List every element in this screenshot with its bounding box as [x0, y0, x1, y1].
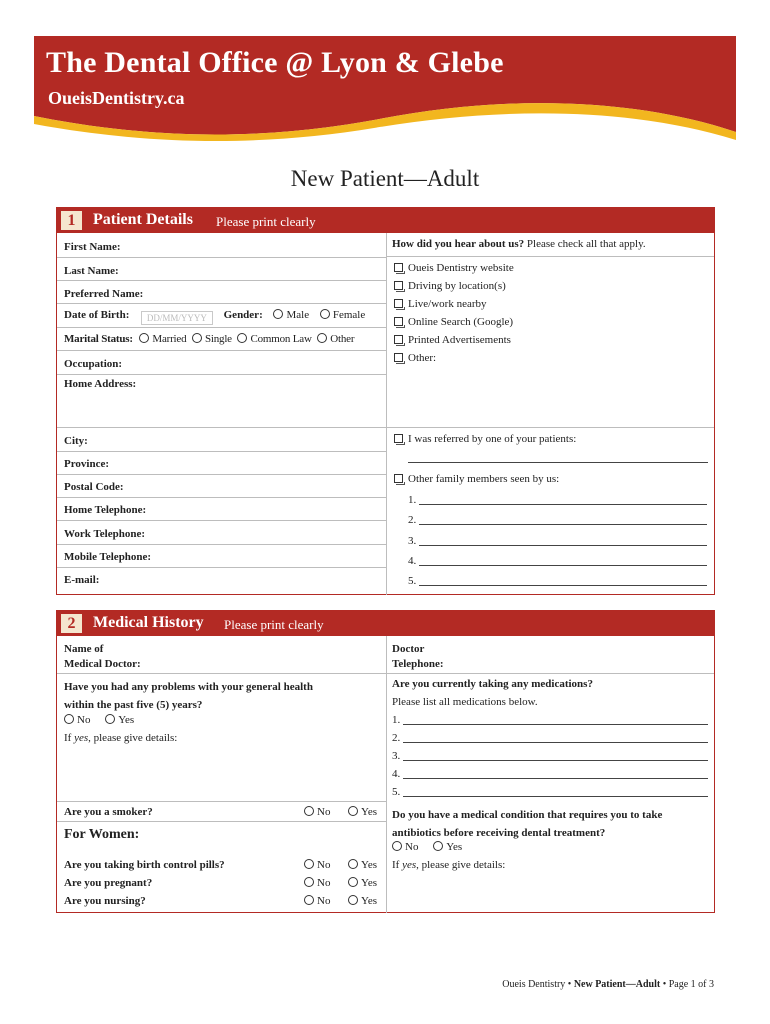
divider	[57, 544, 386, 545]
patient-details-section	[56, 207, 715, 595]
nursing-no-option[interactable]: No	[304, 895, 330, 907]
gender-female-option[interactable]: Female	[320, 309, 365, 321]
radio-icon	[273, 309, 283, 319]
dob-label: Date of Birth:	[64, 309, 130, 321]
occupation-field[interactable]: Occupation:	[64, 358, 123, 370]
medication-line[interactable]: 2.	[392, 732, 708, 744]
marital-other-option[interactable]: Other	[317, 333, 354, 345]
family-member-line[interactable]: 4.	[408, 555, 707, 567]
radio-icon	[392, 841, 402, 851]
antibiotics-question: Do you have a medical condition that requires you to take antibiotics before receiving dental treatment?	[392, 809, 663, 839]
divider	[57, 451, 386, 452]
province-field[interactable]: Province:	[64, 458, 110, 470]
divider	[57, 374, 386, 375]
form-title: New Patient—Adult	[290, 166, 480, 191]
medical-history-section	[56, 610, 715, 913]
checkbox-icon	[394, 299, 403, 308]
radio-icon	[348, 895, 358, 905]
referred-by-patient-option[interactable]: I was referred by one of your patients:	[394, 433, 576, 445]
pregnant-no-option[interactable]: No	[304, 877, 330, 889]
smoker-yes-option[interactable]: Yes	[348, 806, 377, 818]
radio-icon	[304, 877, 314, 887]
divider	[57, 520, 386, 521]
email-field[interactable]: E-mail:	[64, 574, 100, 586]
hear-option-online-search[interactable]: Online Search (Google)	[394, 316, 513, 328]
doctor-telephone-field[interactable]: Doctor Telephone:	[392, 643, 444, 670]
radio-icon	[348, 877, 358, 887]
hear-option-driving[interactable]: Driving by location(s)	[394, 280, 506, 292]
radio-icon	[320, 309, 330, 319]
health-yes-option[interactable]: Yes	[105, 714, 134, 726]
birth-control-no-option[interactable]: No	[304, 859, 330, 871]
antibiotics-yes-option[interactable]: Yes	[433, 841, 462, 853]
footer-brand: Oueis Dentistry	[502, 979, 566, 990]
gender-male-option[interactable]: Male	[273, 309, 309, 321]
hear-option-other[interactable]: Other:	[394, 352, 436, 364]
marital-common-law-option[interactable]: Common Law	[237, 333, 311, 345]
pregnant-question: Are you pregnant?	[64, 877, 153, 889]
page-footer: Oueis Dentistry • New Patient—Adult • Page 1 of 3	[502, 979, 714, 990]
medication-line[interactable]: 3.	[392, 750, 708, 762]
health-no-option[interactable]: No	[64, 714, 90, 726]
dob-gender-row	[64, 309, 386, 325]
medication-line[interactable]: 5.	[392, 786, 708, 798]
medication-line[interactable]: 1.	[392, 714, 708, 726]
divider	[57, 257, 386, 258]
checkbox-icon	[394, 263, 403, 272]
divider	[386, 256, 714, 257]
office-title: The Dental Office @ Lyon & Glebe	[46, 46, 504, 79]
checkbox-icon	[394, 281, 403, 290]
medical-doctor-field[interactable]: Name of Medical Doctor:	[64, 643, 141, 670]
divider	[57, 350, 386, 351]
pregnant-yes-option[interactable]: Yes	[348, 877, 377, 889]
first-name-field[interactable]: First Name:	[64, 241, 121, 253]
divider	[57, 673, 714, 674]
marital-married-option[interactable]: Married	[139, 333, 186, 345]
gender-label: Gender:	[223, 309, 263, 321]
home-address-field[interactable]: Home Address:	[64, 378, 137, 390]
checkbox-icon	[394, 317, 403, 326]
radio-icon	[348, 806, 358, 816]
section-number: 2	[61, 614, 82, 633]
divider	[57, 821, 386, 822]
radio-icon	[64, 714, 74, 724]
family-members-option[interactable]: Other family members seen by us:	[394, 473, 559, 485]
hear-option-nearby[interactable]: Live/work nearby	[394, 298, 487, 310]
health-problems-question: Have you had any problems with your general health within the past five (5) years?	[64, 681, 313, 711]
divider	[57, 280, 386, 281]
last-name-field[interactable]: Last Name:	[64, 265, 119, 277]
marital-label: Marital Status:	[64, 333, 133, 345]
nursing-question: Are you nursing?	[64, 895, 146, 907]
mobile-telephone-field[interactable]: Mobile Telephone:	[64, 551, 152, 563]
hear-about-us-question: How did you hear about us? Please check all that apply.	[392, 238, 646, 250]
radio-icon	[433, 841, 443, 851]
city-field[interactable]: City:	[64, 435, 88, 447]
for-women-heading: For Women:	[64, 827, 140, 842]
header-banner	[34, 36, 736, 148]
antibiotics-no-option[interactable]: No	[392, 841, 418, 853]
section-subtitle: Please print clearly	[216, 214, 316, 229]
preferred-name-field[interactable]: Preferred Name:	[64, 288, 144, 300]
footer-doc-title: New Patient—Adult	[573, 979, 661, 990]
divider	[57, 327, 386, 328]
medications-instruction: Please list all medications below.	[392, 696, 538, 708]
radio-icon	[237, 333, 247, 343]
divider	[57, 303, 386, 304]
divider	[57, 567, 386, 568]
page-number: Page 1 of 3	[668, 979, 714, 990]
section-header	[57, 208, 714, 233]
family-member-line[interactable]: 1.	[408, 494, 707, 506]
family-member-line[interactable]: 5.	[408, 575, 707, 587]
radio-icon	[105, 714, 115, 724]
column-divider	[386, 636, 387, 913]
family-member-line[interactable]: 2.	[408, 514, 707, 526]
referred-name-line[interactable]	[408, 452, 708, 464]
health-details-field[interactable]: If yes, please give details:	[64, 732, 178, 744]
hear-option-printed-ads[interactable]: Printed Advertisements	[394, 334, 511, 346]
family-member-line[interactable]: 3.	[408, 535, 707, 547]
birth-control-question: Are you taking birth control pills?	[64, 859, 225, 871]
antibiotics-details-field[interactable]: If yes, please give details:	[392, 859, 506, 871]
radio-icon	[348, 859, 358, 869]
divider	[57, 497, 386, 498]
radio-icon	[304, 859, 314, 869]
marital-status-row	[64, 333, 386, 345]
dob-input[interactable]: DD/MM/YYYY	[141, 311, 213, 325]
section-title: Patient Details	[93, 211, 193, 228]
section-header	[57, 611, 714, 636]
checkbox-icon	[394, 434, 403, 443]
checkbox-icon	[394, 353, 403, 362]
nursing-yes-option[interactable]: Yes	[348, 895, 377, 907]
antibiotics-answer	[392, 841, 462, 853]
section-subtitle: Please print clearly	[224, 617, 324, 632]
medications-question: Are you currently taking any medications?	[392, 678, 593, 690]
birth-control-yes-option[interactable]: Yes	[348, 859, 377, 871]
column-divider	[386, 233, 387, 595]
work-telephone-field[interactable]: Work Telephone:	[64, 528, 145, 540]
checkbox-icon	[394, 335, 403, 344]
divider	[57, 427, 714, 428]
marital-single-option[interactable]: Single	[192, 333, 232, 345]
medication-line[interactable]: 4.	[392, 768, 708, 780]
divider	[57, 801, 386, 802]
radio-icon	[304, 895, 314, 905]
divider	[57, 474, 386, 475]
hear-option-website[interactable]: Oueis Dentistry website	[394, 262, 514, 274]
home-telephone-field[interactable]: Home Telephone:	[64, 504, 147, 516]
radio-icon	[139, 333, 149, 343]
checkbox-icon	[394, 474, 403, 483]
smoker-no-option[interactable]: No	[304, 806, 330, 818]
website-url: OueisDentistry.ca	[48, 88, 185, 108]
section-title: Medical History	[93, 614, 204, 631]
radio-icon	[317, 333, 327, 343]
postal-code-field[interactable]: Postal Code:	[64, 481, 124, 493]
radio-icon	[192, 333, 202, 343]
section-number: 1	[61, 211, 82, 230]
health-problems-answer	[64, 714, 134, 726]
radio-icon	[304, 806, 314, 816]
smoker-question: Are you a smoker?	[64, 806, 153, 818]
